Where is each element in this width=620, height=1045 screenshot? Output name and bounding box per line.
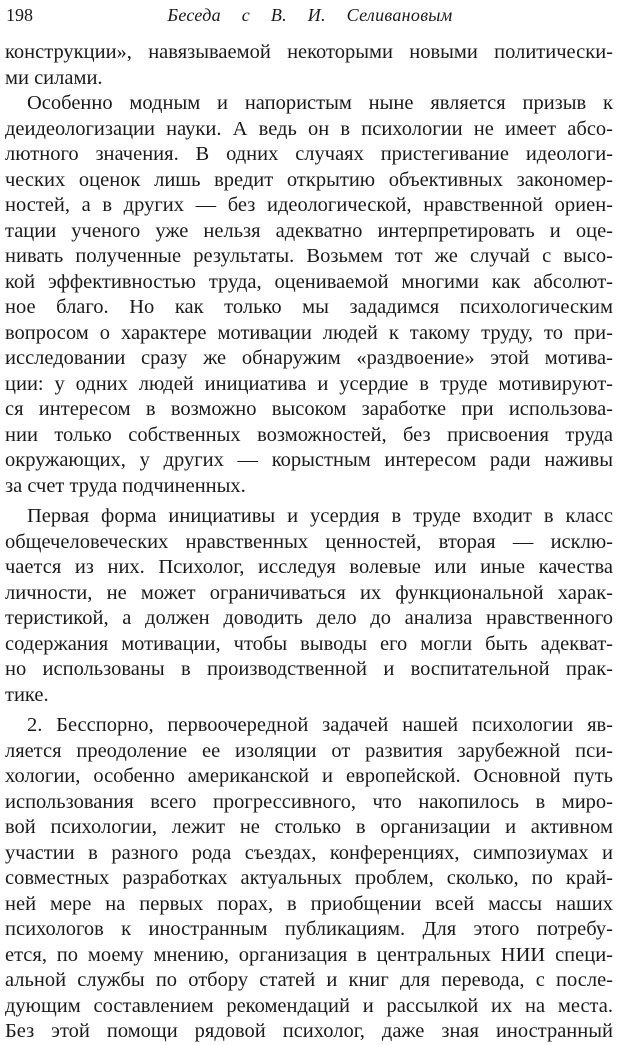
- paragraph: [5, 40, 613, 91]
- text-line: общечеловеческих нравственных ценностей, вторая — исклю-: [5, 530, 613, 553]
- text-line: ное благо. Но как только мы зададимся психологическим: [5, 296, 613, 318]
- text-line: нии только собственных возможностей, без присвоения труда: [5, 423, 613, 446]
- text-line: ции: у одних людей инициатива и усердие в труде мотивируют-: [5, 372, 613, 395]
- text-line: содержания мотивации, чтобы выводы его могли быть адекват-: [5, 632, 613, 655]
- text-line: деидеологизации науки. А ведь он в психологии не имеет абсо-: [5, 117, 613, 140]
- text-line: но использованы в производственной и воспитательной прак-: [5, 658, 613, 680]
- text-line: альной службы по отбору статей и книг для перевода, с после-: [5, 969, 613, 991]
- text-line: личности, не может ограничиваться их функциональной харак-: [5, 581, 613, 604]
- text-line: использования всего прогрессивного, что накопилось в миро-: [5, 790, 613, 813]
- text-line: лютного значения. В одних случаях пристегивание идеологи-: [5, 143, 613, 165]
- text-line: чается из них. Психолог, исследуя волевые или иные качества: [5, 556, 613, 578]
- text-line: нивать полученные результаты. Возьмем тот же случай с высо-: [5, 245, 613, 267]
- text-line: кой эффективностью труда, оцениваемой многими как абсолют-: [5, 270, 613, 293]
- text-line: ми силами.: [5, 66, 103, 89]
- text-line: вой психологии, лежит не столько в организации и активном: [5, 816, 613, 838]
- paragraph: [5, 713, 613, 1045]
- text-line: конструкции», навязываемой некоторыми новыми политически-: [5, 41, 613, 63]
- text-line: тации ученого уже нельзя адекватно интерпретировать и оце-: [5, 219, 613, 242]
- text-line: ностей, а в других — без идеологической, нравственной ориен-: [5, 194, 613, 216]
- text-line: ческих оценок лишь вредит открытию объективных закономер-: [5, 168, 613, 191]
- paragraph: [5, 504, 613, 708]
- text-line: окружающих, у других — корыстным интересом ради наживы: [5, 449, 613, 471]
- text-line: ся интересом в возможно высоком заработке при использова-: [5, 398, 613, 420]
- text-line: хологии, особенно американской и европейской. Основной путь: [5, 765, 613, 787]
- text-line: Первая форма инициативы и усердия в труде входит в класс: [27, 505, 613, 527]
- text-line: психологов к иностранным публикациям. Для этого потребу-: [5, 918, 613, 940]
- text-line: дующим составлением рекомендаций и рассылкой их на места.: [5, 994, 613, 1017]
- text-line: Особенно модным и напористым ныне является призыв к: [27, 92, 613, 114]
- body-text: [5, 40, 613, 1045]
- text-line: совместных разработках актуальных проблем, сколько, по край-: [5, 867, 613, 889]
- text-line: 2. Бесспорно, первоочередной задачей нашей психологии яв-: [27, 714, 613, 736]
- text-line: ней мере на первых порах, в приобщении всей массы наших: [5, 892, 613, 915]
- text-line: вопросом о характере мотивации людей к такому труду, то при-: [5, 321, 613, 344]
- paragraph: [5, 91, 613, 499]
- text-line: ляется преодоление ее изоляции от развития зарубежной пси-: [5, 739, 613, 762]
- text-line: за счет труда подчиненных.: [5, 474, 246, 497]
- text-line: Без этой помощи рядовой психолог, даже зная иностранный: [5, 1020, 613, 1042]
- page-header: [6, 3, 614, 27]
- page-number: 198: [6, 5, 33, 25]
- text-line: исследовании сразу же обнаружим «раздвоение» этой мотива-: [5, 347, 613, 369]
- text-line: теристикой, а должен доводить дело до анализа нравственного: [5, 607, 613, 629]
- text-line: тике.: [5, 683, 49, 706]
- text-line: участии в разного рода съездах, конференциях, симпозиумах и: [5, 841, 613, 864]
- text-line: ется, по моему мнению, организация в центральных НИИ специ-: [5, 943, 613, 966]
- running-title: Беседа с В. И. Селивановым: [167, 5, 453, 25]
